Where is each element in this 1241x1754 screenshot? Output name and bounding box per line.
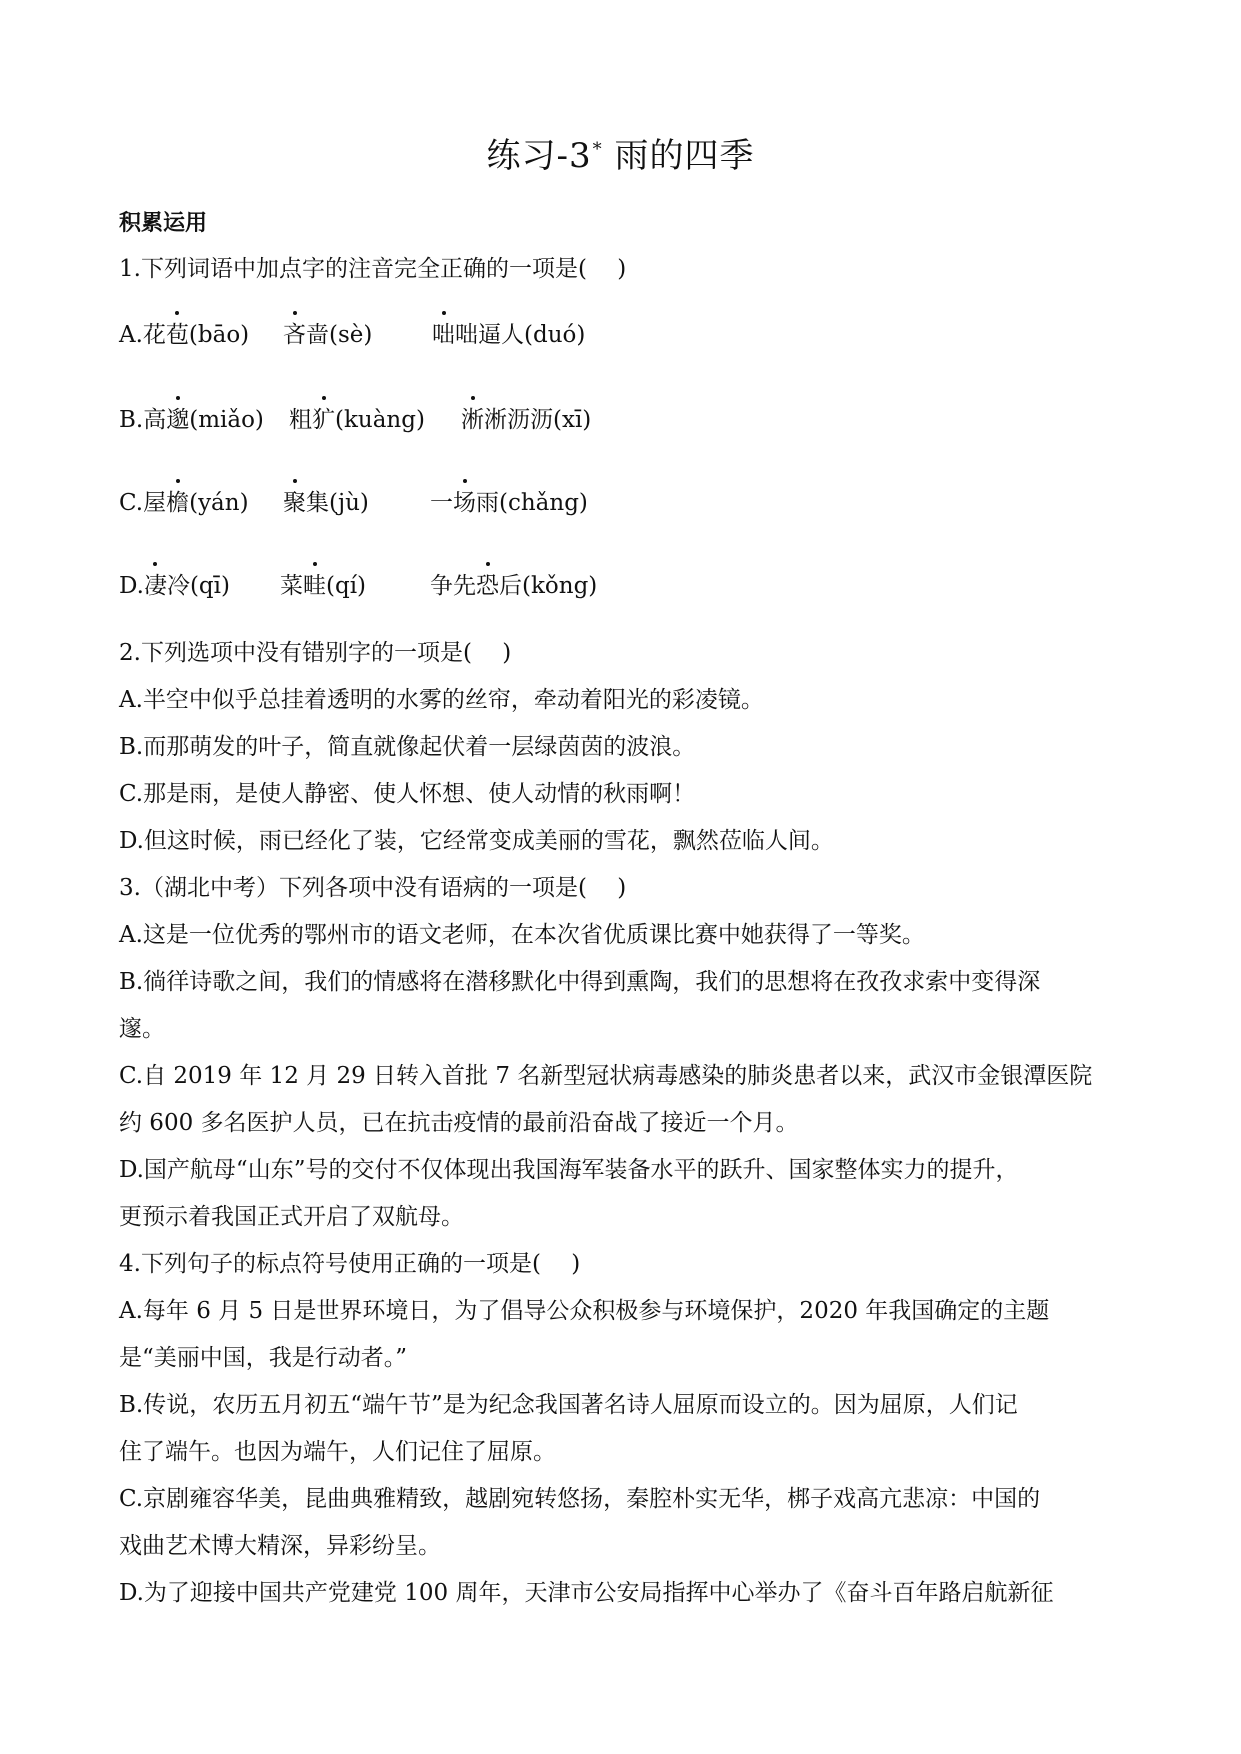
text-line: A.这是一位优秀的鄂州市的语文老师，在本次省优质课比赛中她获得了一等奖。: [119, 922, 925, 948]
q1-option-c-3: 一场雨(chǎng): [430, 490, 588, 516]
title-rest: 雨的四季: [602, 136, 755, 176]
text-line: 戏曲艺术博大精深，异彩纷呈。: [119, 1533, 441, 1559]
text-line: A.每年 6 月 5 日是世界环境日，为了倡导公众积极参与环境保护，2020 年我国确定的主题: [119, 1298, 1050, 1324]
q1-option-d-2: 菜畦(qí): [280, 573, 367, 599]
q1-option-d-3: 争先恐后(kǒng): [430, 573, 598, 599]
text-line: 是“美丽中国，我是行动者。”: [119, 1345, 408, 1371]
q1-option-b-1: B.高邈(miǎo): [119, 407, 264, 433]
text-line: D.但这时候，雨已经化了装，它经常变成美丽的雪花，飘然莅临人间。: [119, 828, 834, 854]
text-line: 更预示着我国正式开启了双航母。: [119, 1204, 464, 1230]
page-title: [0, 128, 1241, 177]
question-2-stem: 2.下列选项中没有错别字的一项是( ): [119, 640, 512, 666]
title-main: 练习-3: [486, 136, 592, 176]
section-heading: 积累运用: [119, 211, 208, 236]
text-line: B.传说，农历五月初五“端午节”是为纪念我国著名诗人屈原而设立的。因为屈原，人们记: [119, 1392, 1018, 1418]
text-line: A.半空中似乎总挂着透明的水雾的丝帘，牵动着阳光的彩凌镜。: [119, 687, 764, 713]
question-1-stem: 1.下列词语中加点字的注音完全正确的一项是( ): [119, 256, 627, 282]
text-line: 邃。: [119, 1016, 165, 1042]
text-line: D.国产航母“山东”号的交付不仅体现出我国海军装备水平的跃升、国家整体实力的提升，: [119, 1157, 1019, 1183]
text-line: 约 600 多名医护人员，已在抗击疫情的最前沿奋战了接近一个月。: [119, 1110, 799, 1136]
text-line: C.京剧雍容华美，昆曲典雅精致，越剧宛转悠扬，秦腔朴实无华，梆子戏高亢悲凉：中国的: [119, 1486, 1041, 1512]
text-line: B.徜徉诗歌之间，我们的情感将在潜移默化中得到熏陶，我们的思想将在孜孜求索中变得深: [119, 969, 1041, 995]
text-line: 住了端午。也因为端午，人们记住了屈原。: [119, 1439, 556, 1465]
q1-option-b-2: 粗犷(kuàng): [289, 407, 425, 433]
text-line: C.那是雨，是使人静密、使人怀想、使人动情的秋雨啊！: [119, 781, 696, 807]
question-4-stem: 4.下列句子的标点符号使用正确的一项是( ): [119, 1251, 581, 1277]
q1-option-b-3: 淅淅沥沥(xī): [461, 407, 592, 433]
q1-option-c-2: 聚集(jù): [283, 490, 369, 516]
q1-option-d-1: D.凄冷(qī): [119, 573, 230, 599]
q1-option-a-1: A.花苞(bāo): [119, 322, 250, 348]
title-asterisk: *: [592, 138, 603, 160]
q1-option-a-3: 咄咄逼人(duó): [432, 322, 586, 348]
q1-option-c-1: C.屋檐(yán): [119, 490, 249, 516]
text-line: B.而那萌发的叶子，简直就像起伏着一层绿茵茵的波浪。: [119, 734, 696, 760]
text-line: C.自 2019 年 12 月 29 日转入首批 7 名新型冠状病毒感染的肺炎患者以来，武汉市金银潭医院: [119, 1063, 1093, 1089]
q1-option-a-2: 吝啬(sè): [283, 322, 373, 348]
text-line: D.为了迎接中国共产党建党 100 周年，天津市公安局指挥中心举办了《奋斗百年路启航新征: [119, 1580, 1054, 1606]
question-3-stem: 3.（湖北中考）下列各项中没有语病的一项是( ): [119, 875, 627, 901]
